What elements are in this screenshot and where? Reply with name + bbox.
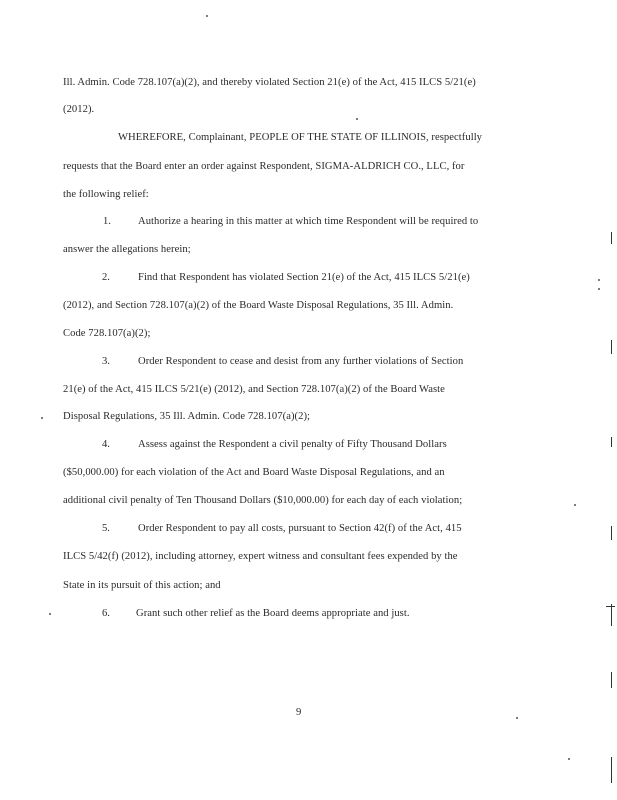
scan-dot <box>598 288 600 290</box>
body-line: ILCS 5/42(f) (2012), including attorney, expert witness and consultant fees expended by the <box>63 551 458 562</box>
scan-mark <box>611 232 612 244</box>
body-line: Assess against the Respondent a civil penalty of Fifty Thousand Dollars <box>138 439 447 450</box>
scan-mark <box>611 526 612 540</box>
item-number: 5. <box>102 523 110 534</box>
scan-dot <box>206 15 208 17</box>
scan-dot <box>516 717 518 719</box>
scan-mark <box>611 757 612 783</box>
body-line: (2012). <box>63 104 95 115</box>
scan-mark <box>606 606 615 607</box>
item-number: 6. <box>102 608 110 619</box>
item-number: 2. <box>102 272 110 283</box>
body-line: additional civil penalty of Ten Thousand Dollars ($10,000.00) for each day of each violation; <box>63 495 463 506</box>
scan-dot <box>41 417 43 419</box>
body-line: Authorize a hearing in this matter at which time Respondent will be required to <box>138 216 479 227</box>
body-line: Order Respondent to pay all costs, pursuant to Section 42(f) of the Act, 415 <box>138 523 462 534</box>
scan-dot <box>568 758 570 760</box>
body-line: 21(e) of the Act, 415 ILCS 5/21(e) (2012), and Section 728.107(a)(2) of the Board Waste <box>63 384 445 395</box>
body-line: Find that Respondent has violated Section 21(e) of the Act, 415 ILCS 5/21(e) <box>138 272 470 283</box>
body-line: Ill. Admin. Code 728.107(a)(2), and thereby violated Section 21(e) of the Act, 415 ILCS 5/21(e) <box>63 77 476 88</box>
scan-dot <box>356 118 358 120</box>
scan-dot <box>598 279 600 281</box>
body-line: WHEREFORE, Complainant, PEOPLE OF THE STATE OF ILLINOIS, respectfully <box>118 132 483 143</box>
item-number: 4. <box>102 439 110 450</box>
scan-mark <box>611 672 612 688</box>
scan-mark <box>611 437 612 447</box>
item-number: 1. <box>103 216 111 227</box>
body-line: Disposal Regulations, 35 Ill. Admin. Code 728.107(a)(2); <box>63 411 311 422</box>
scan-mark <box>611 340 612 354</box>
item-number: 3. <box>102 356 110 367</box>
body-line: State in its pursuit of this action; and <box>63 580 221 591</box>
body-line: Code 728.107(a)(2); <box>63 328 151 339</box>
body-line: Order Respondent to cease and desist from any further violations of Section <box>138 356 464 367</box>
body-line: ($50,000.00) for each violation of the Act and Board Waste Disposal Regulations, and an <box>63 467 445 478</box>
scan-dot <box>574 504 576 506</box>
body-line: Grant such other relief as the Board deems appropriate and just. <box>136 608 410 619</box>
body-line: requests that the Board enter an order against Respondent, SIGMA-ALDRICH CO., LLC, for <box>63 161 465 172</box>
body-line: the following relief: <box>63 189 149 200</box>
page-number: 9 <box>296 707 302 718</box>
scan-dot <box>49 613 51 615</box>
body-line: (2012), and Section 728.107(a)(2) of the Board Waste Disposal Regulations, 35 Ill. Admin. <box>63 300 454 311</box>
scan-mark <box>611 604 612 626</box>
body-line: answer the allegations herein; <box>63 244 191 255</box>
